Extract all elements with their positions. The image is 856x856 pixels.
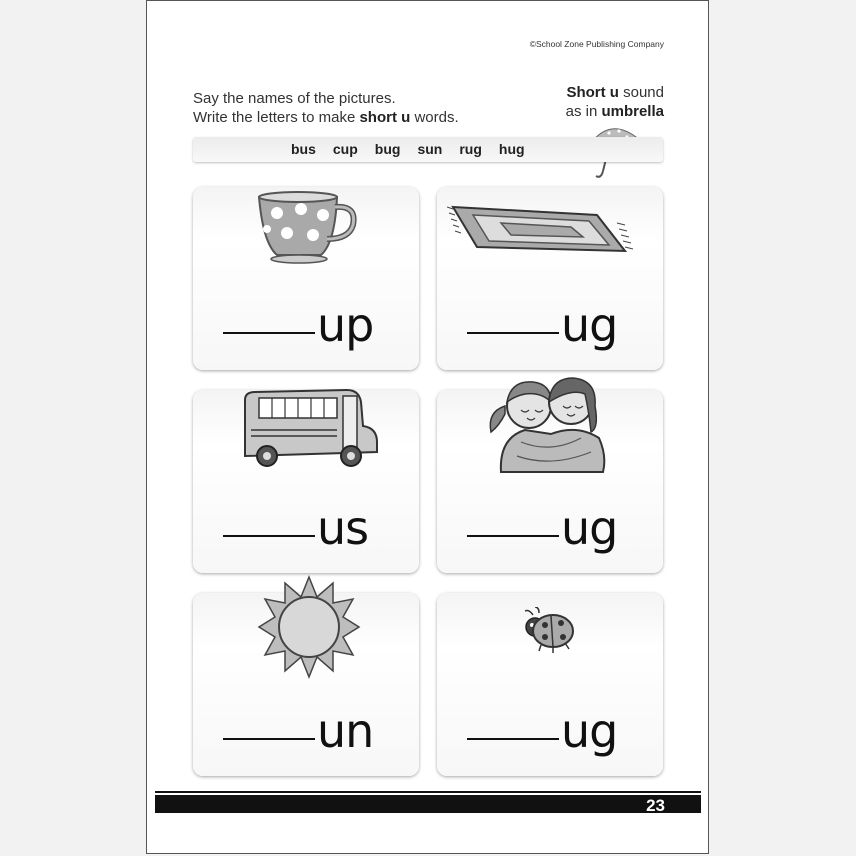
- word-ending: up: [317, 298, 374, 352]
- instruction-line-2: Write the letters to make short u words.: [193, 109, 459, 126]
- write-in-blank[interactable]: [467, 535, 559, 537]
- answer-line-bug: [467, 704, 618, 758]
- word-bank-item: bug: [374, 141, 401, 157]
- sun-icon: [257, 575, 361, 679]
- picture-card-bus: [193, 390, 419, 573]
- word-ending: ug: [561, 704, 618, 758]
- picture-card-cup: [193, 187, 419, 370]
- word-bank: [193, 137, 663, 162]
- word-ending: ug: [561, 501, 618, 555]
- copyright-notice: ©School Zone Publishing Company: [529, 39, 664, 49]
- word-ending: ug: [561, 298, 618, 352]
- write-in-blank[interactable]: [223, 738, 315, 740]
- picture-card-hug: [437, 390, 663, 573]
- picture-card-sun: [193, 593, 419, 776]
- worksheet-page: [146, 0, 709, 854]
- answer-line-rug: [467, 298, 618, 352]
- word-bank-item: rug: [459, 141, 482, 157]
- answer-line-cup: [223, 298, 374, 352]
- bus-icon: [239, 386, 379, 470]
- short-u-sound-note: Short u sound as in umbrella: [565, 84, 664, 120]
- write-in-blank[interactable]: [467, 738, 559, 740]
- page-number: 23: [646, 796, 665, 815]
- word-ending: un: [317, 704, 374, 758]
- bug-icon: [519, 607, 577, 653]
- hug-icon: [481, 372, 621, 478]
- answer-line-bus: [223, 501, 369, 555]
- write-in-blank[interactable]: [467, 332, 559, 334]
- instruction-line-1: Say the names of the pictures.: [193, 90, 396, 107]
- write-in-blank[interactable]: [223, 332, 315, 334]
- answer-line-sun: [223, 704, 374, 758]
- picture-card-rug: [437, 187, 663, 370]
- write-in-blank[interactable]: [223, 535, 315, 537]
- picture-card-bug: [437, 593, 663, 776]
- instructions: [193, 89, 459, 127]
- word-bank-item: sun: [417, 141, 443, 157]
- word-ending: us: [317, 501, 369, 555]
- answer-line-hug: [467, 501, 618, 555]
- word-bank-item: bus: [291, 141, 316, 157]
- word-bank-item: hug: [498, 141, 525, 157]
- page-footer-bar: [155, 791, 701, 813]
- rug-icon: [447, 205, 657, 257]
- word-bank-item: cup: [332, 141, 358, 157]
- cup-icon: [255, 189, 361, 265]
